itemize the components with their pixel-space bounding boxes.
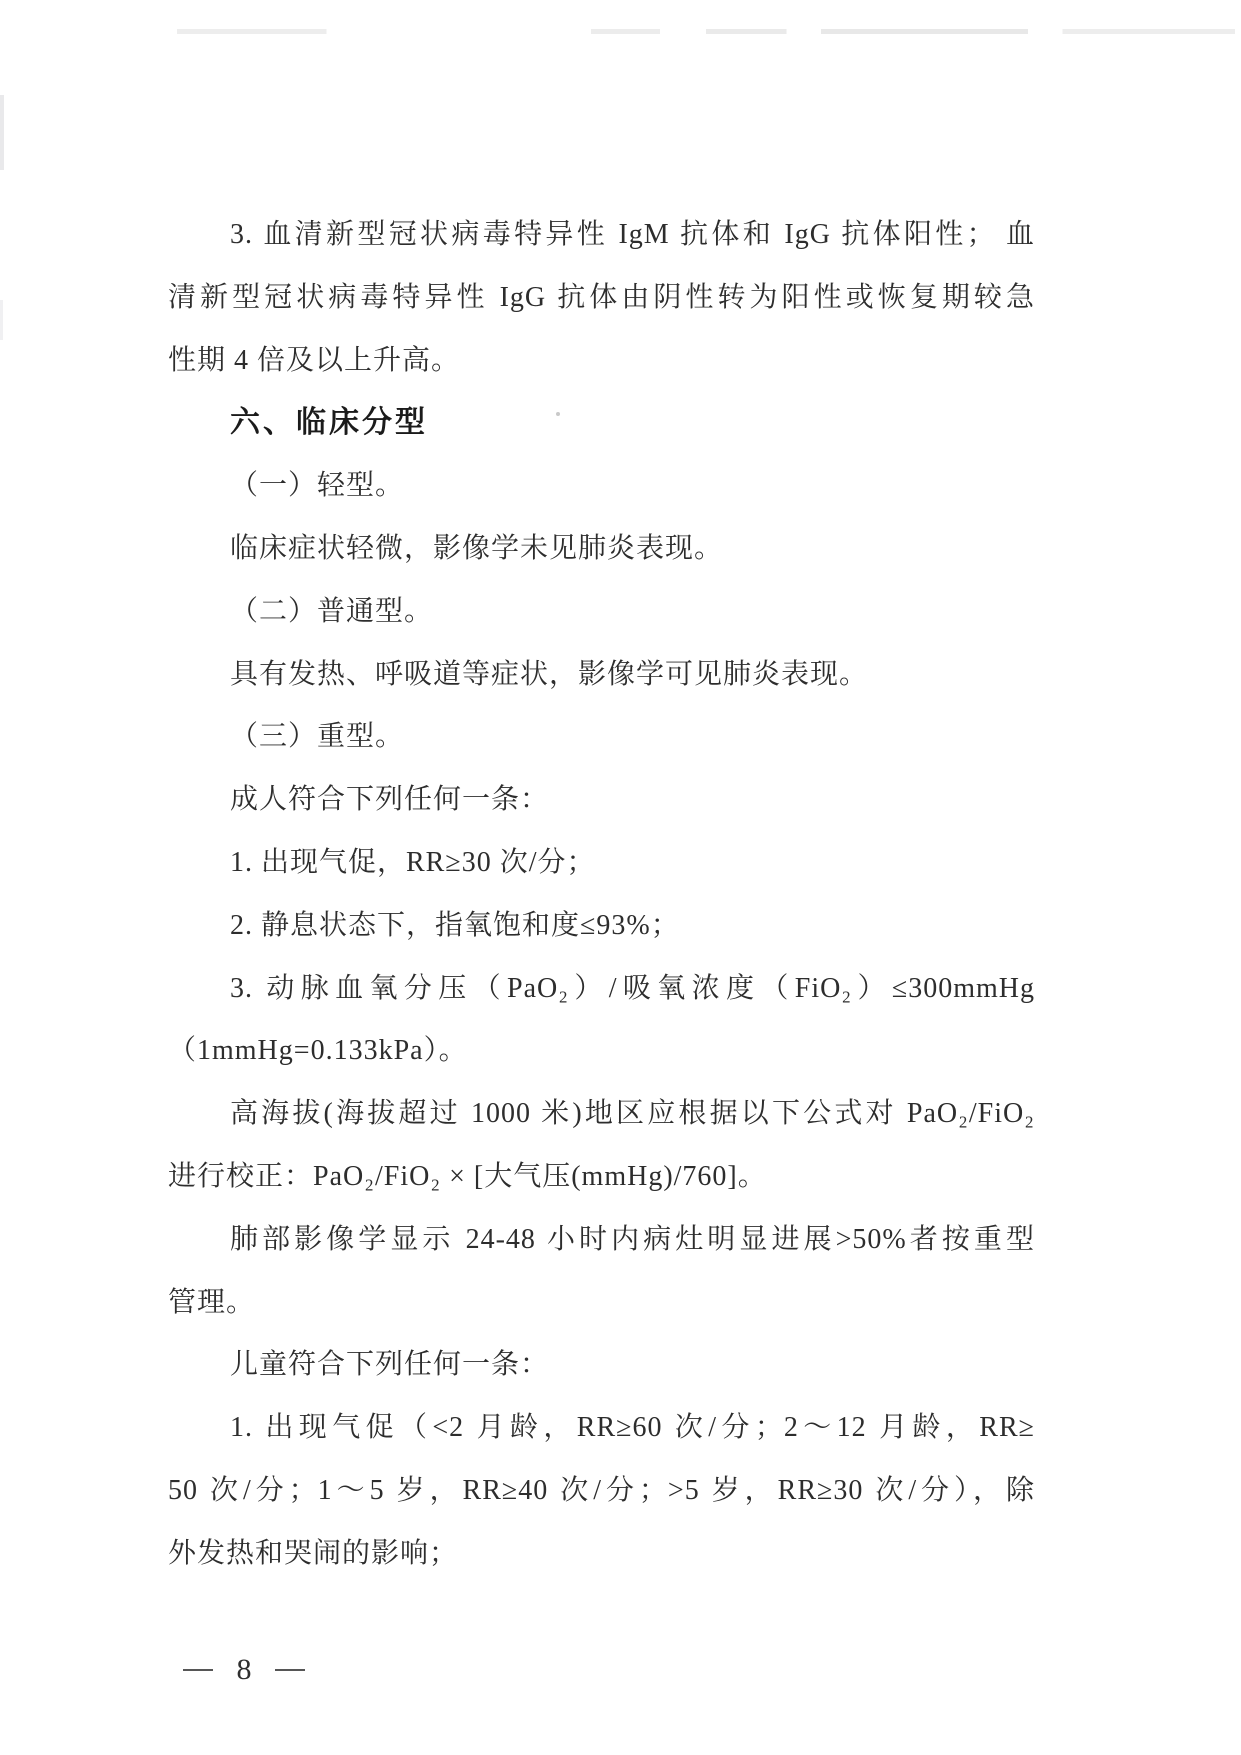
list-item-line: 1. 出现气促，RR≥30 次/分； bbox=[230, 846, 596, 878]
scan-artifact-left-edge bbox=[0, 95, 4, 170]
document-body bbox=[168, 218, 1035, 1600]
body-line: 外发热和哭闹的影响； bbox=[168, 1537, 459, 1569]
body-line: 50 次/分；1～5 岁，RR≥40 次/分；>5 岁，RR≥30 次/分），除 bbox=[168, 1474, 1035, 1506]
subsection-line-moderate: （二）普通型。 bbox=[230, 595, 434, 627]
body-line: （1mmHg=0.133kPa）。 bbox=[168, 1035, 468, 1067]
body-line: 具有发热、呼吸道等症状，影像学可见肺炎表现。 bbox=[230, 658, 869, 690]
body-line: 3. 血清新型冠状病毒特异性 IgM 抗体和 IgG 抗体阳性； 血 bbox=[230, 219, 1035, 250]
section-heading-clinical-classification: 六、临床分型 bbox=[230, 406, 428, 440]
body-line: 进行校正：PaO₂/FiO₂ × [大气压(mmHg)/760]。 bbox=[168, 1160, 767, 1192]
body-line: 临床症状轻微，影像学未见肺炎表现。 bbox=[230, 532, 724, 564]
body-line: 儿童符合下列任何一条： bbox=[230, 1349, 550, 1381]
footer-dash-right bbox=[275, 1669, 305, 1671]
list-item-line: 3. 动脉血氧分压（PaO₂）/吸氧浓度（FiO₂）≤300mmHg bbox=[230, 972, 1035, 1004]
body-line: 管理。 bbox=[168, 1286, 256, 1318]
list-item-line: 1. 出现气促（<2 月龄，RR≥60 次/分；2～12 月龄，RR≥ bbox=[230, 1412, 1035, 1444]
page-number: 8 bbox=[236, 1653, 252, 1686]
body-line: 肺部影像学显示 24-48 小时内病灶明显进展>50%者按重型 bbox=[230, 1223, 1035, 1255]
subsection-line-severe: （三）重型。 bbox=[230, 721, 405, 753]
list-item-line: 2. 静息状态下，指氧饱和度≤93%； bbox=[230, 909, 680, 941]
scan-artifact-left-edge-2 bbox=[0, 300, 3, 340]
body-line: 成人符合下列任何一条： bbox=[230, 784, 550, 816]
body-line: 性期 4 倍及以上升高。 bbox=[168, 344, 461, 376]
scan-artifact-top-streak bbox=[85, 29, 1235, 34]
subsection-line-mild: （一）轻型。 bbox=[230, 470, 405, 502]
footer-dash-left bbox=[183, 1669, 213, 1671]
body-line: 清新型冠状病毒特异性 IgG 抗体由阴性转为阳性或恢复期较急 bbox=[168, 281, 1035, 313]
page-footer bbox=[183, 1652, 305, 1688]
body-line: 高海拔(海拔超过 1000 米)地区应根据以下公式对 PaO₂/FiO₂ bbox=[230, 1098, 1035, 1130]
